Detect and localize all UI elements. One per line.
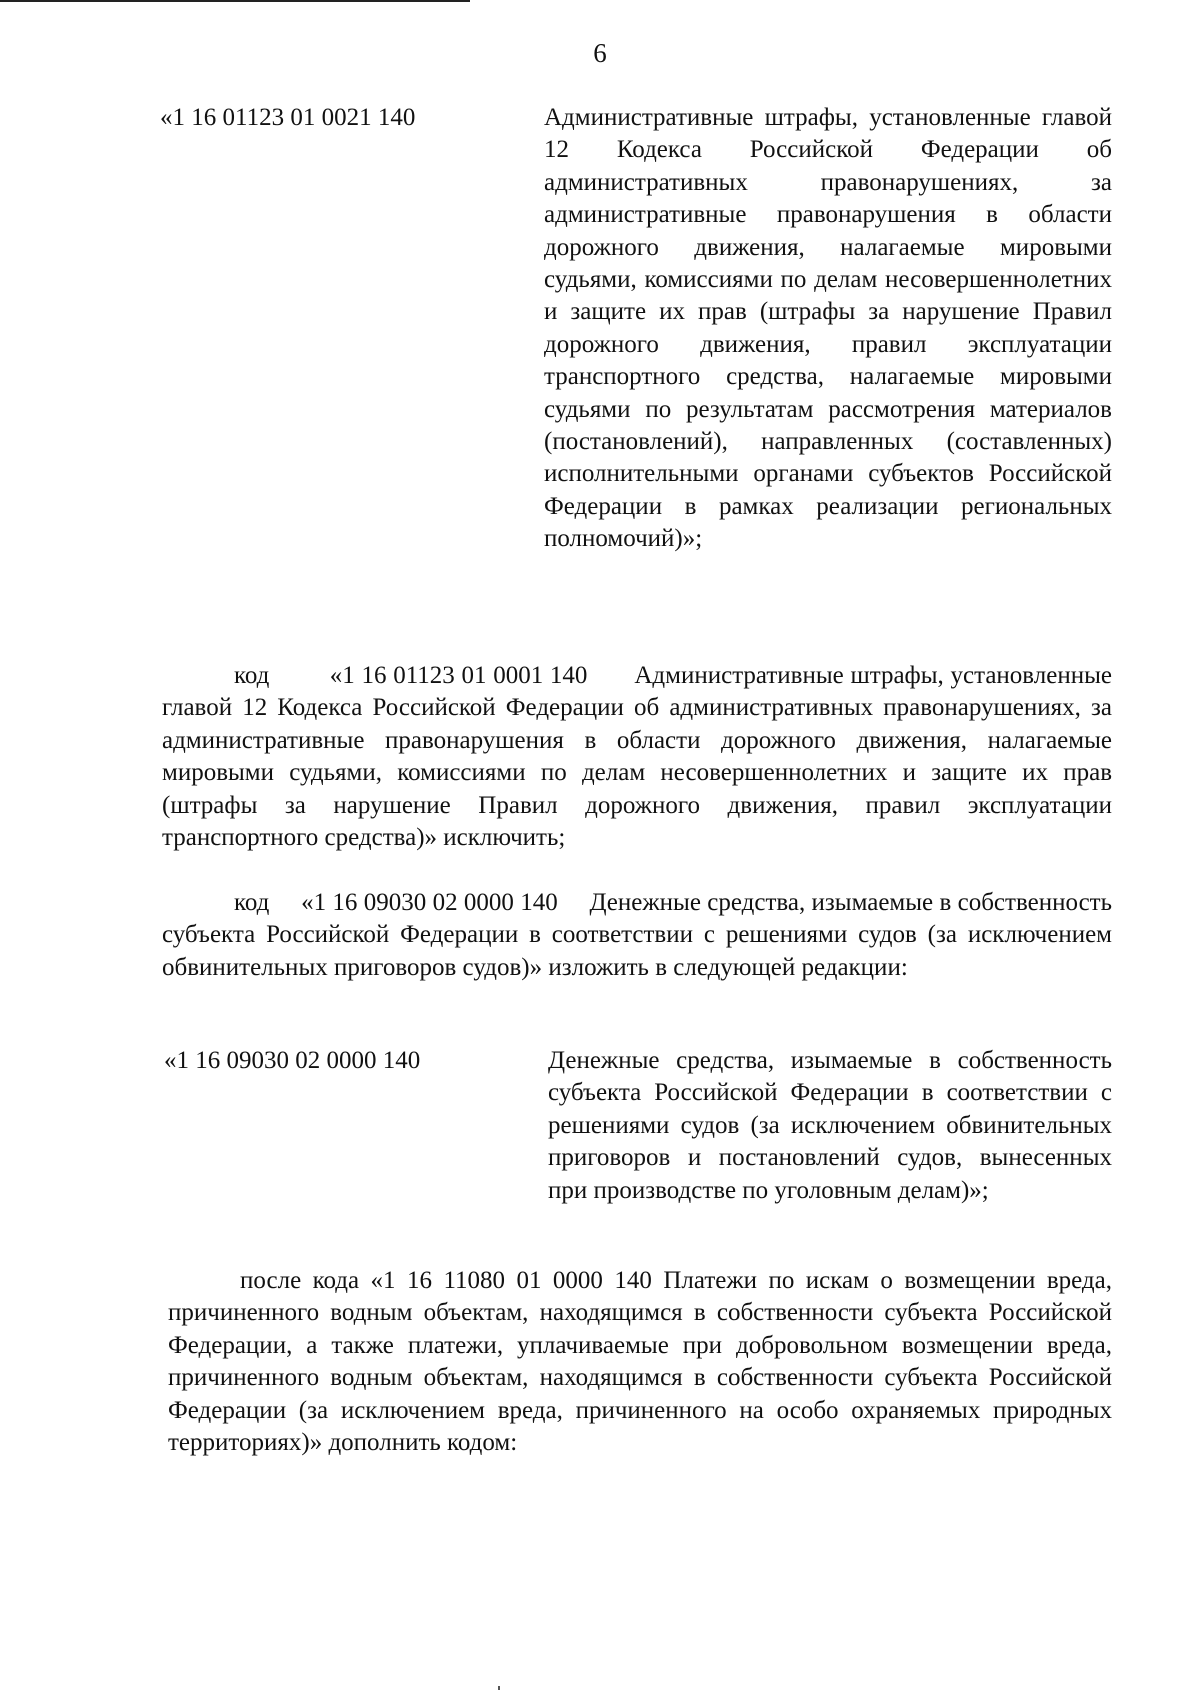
paragraph-text: Административные штрафы, установленные главой 12 Кодекса Российской Федерации об административных правонарушениях, за административные правонарушения в области дорожного движения, налагаемые мировыми судьями, комиссиями по делам несовершеннолетних и защите их прав (штрафы за нарушение Правил дорожного движения, правил эксплуатации транспортного средства)» исключить;: [162, 662, 1113, 852]
inline-budget-code: «1 16 11080 01 0000 140: [370, 1267, 652, 1294]
paragraph-prefix: код: [234, 662, 270, 689]
inline-budget-code: «1 16 09030 02 0000 140: [301, 889, 558, 916]
paragraph-restate-code: [162, 887, 1112, 984]
paragraph-prefix: после кода: [240, 1267, 360, 1294]
scan-speck: [498, 1686, 500, 1690]
budget-code-description-2: Денежные средства, изымаемые в собственность субъекта Российской Федерации в соответствии с решениями судов (за исключением обвинительных приговоров и постановлений судов, вынесенных при производстве по уголовным делам)»;: [548, 1047, 1112, 1204]
scan-top-line: [0, 0, 470, 2]
inline-budget-code: «1 16 01123 01 0001 140: [329, 662, 588, 689]
budget-code-description-1: Административные штрафы, установленные главой 12 Кодекса Российской Федерации об административных правонарушениях, за административные правонарушения в области дорожного движения, налагаемые мировыми судьями, комиссиями по делам несовершеннолетних и защите их прав (штрафы за нарушение Правил дорожного движения, правил эксплуатации транспортного средства, налагаемые мировыми судьями по результатам рассмотрения материалов (постановлений), направленных (составленных) исполнительными органами субъектов Российской Федерации в рамках реализации региональных полномочий)»;: [544, 104, 1112, 553]
paragraph-text: Платежи по искам о возмещении вреда, причиненного водным объектам, находящимся в собственности субъекта Российской Федерации, а также платежи, уплачиваемые при добровольном возмещении вреда, причиненного водным объектам, находящимся в собственности субъекта Российской Федерации (за исключением вреда, причиненного на особо охраняемых природных территориях)» дополнить кодом:: [168, 1267, 1112, 1457]
paragraph-add-code: [168, 1265, 1112, 1459]
budget-code-entry-1: «1 16 01123 01 0021 140: [160, 104, 416, 131]
budget-code-entry-2: «1 16 09030 02 0000 140: [164, 1047, 421, 1074]
page-number: 6: [593, 38, 607, 68]
paragraph-prefix: код: [234, 889, 270, 916]
paragraph-text: Денежные средства, изымаемые в собственность субъекта Российской Федерации в соответствии с решениями судов (за исключением обвинительных приговоров судов)» изложить в следующей редакции:: [162, 889, 1113, 981]
paragraph-exclude-code: [162, 660, 1112, 854]
